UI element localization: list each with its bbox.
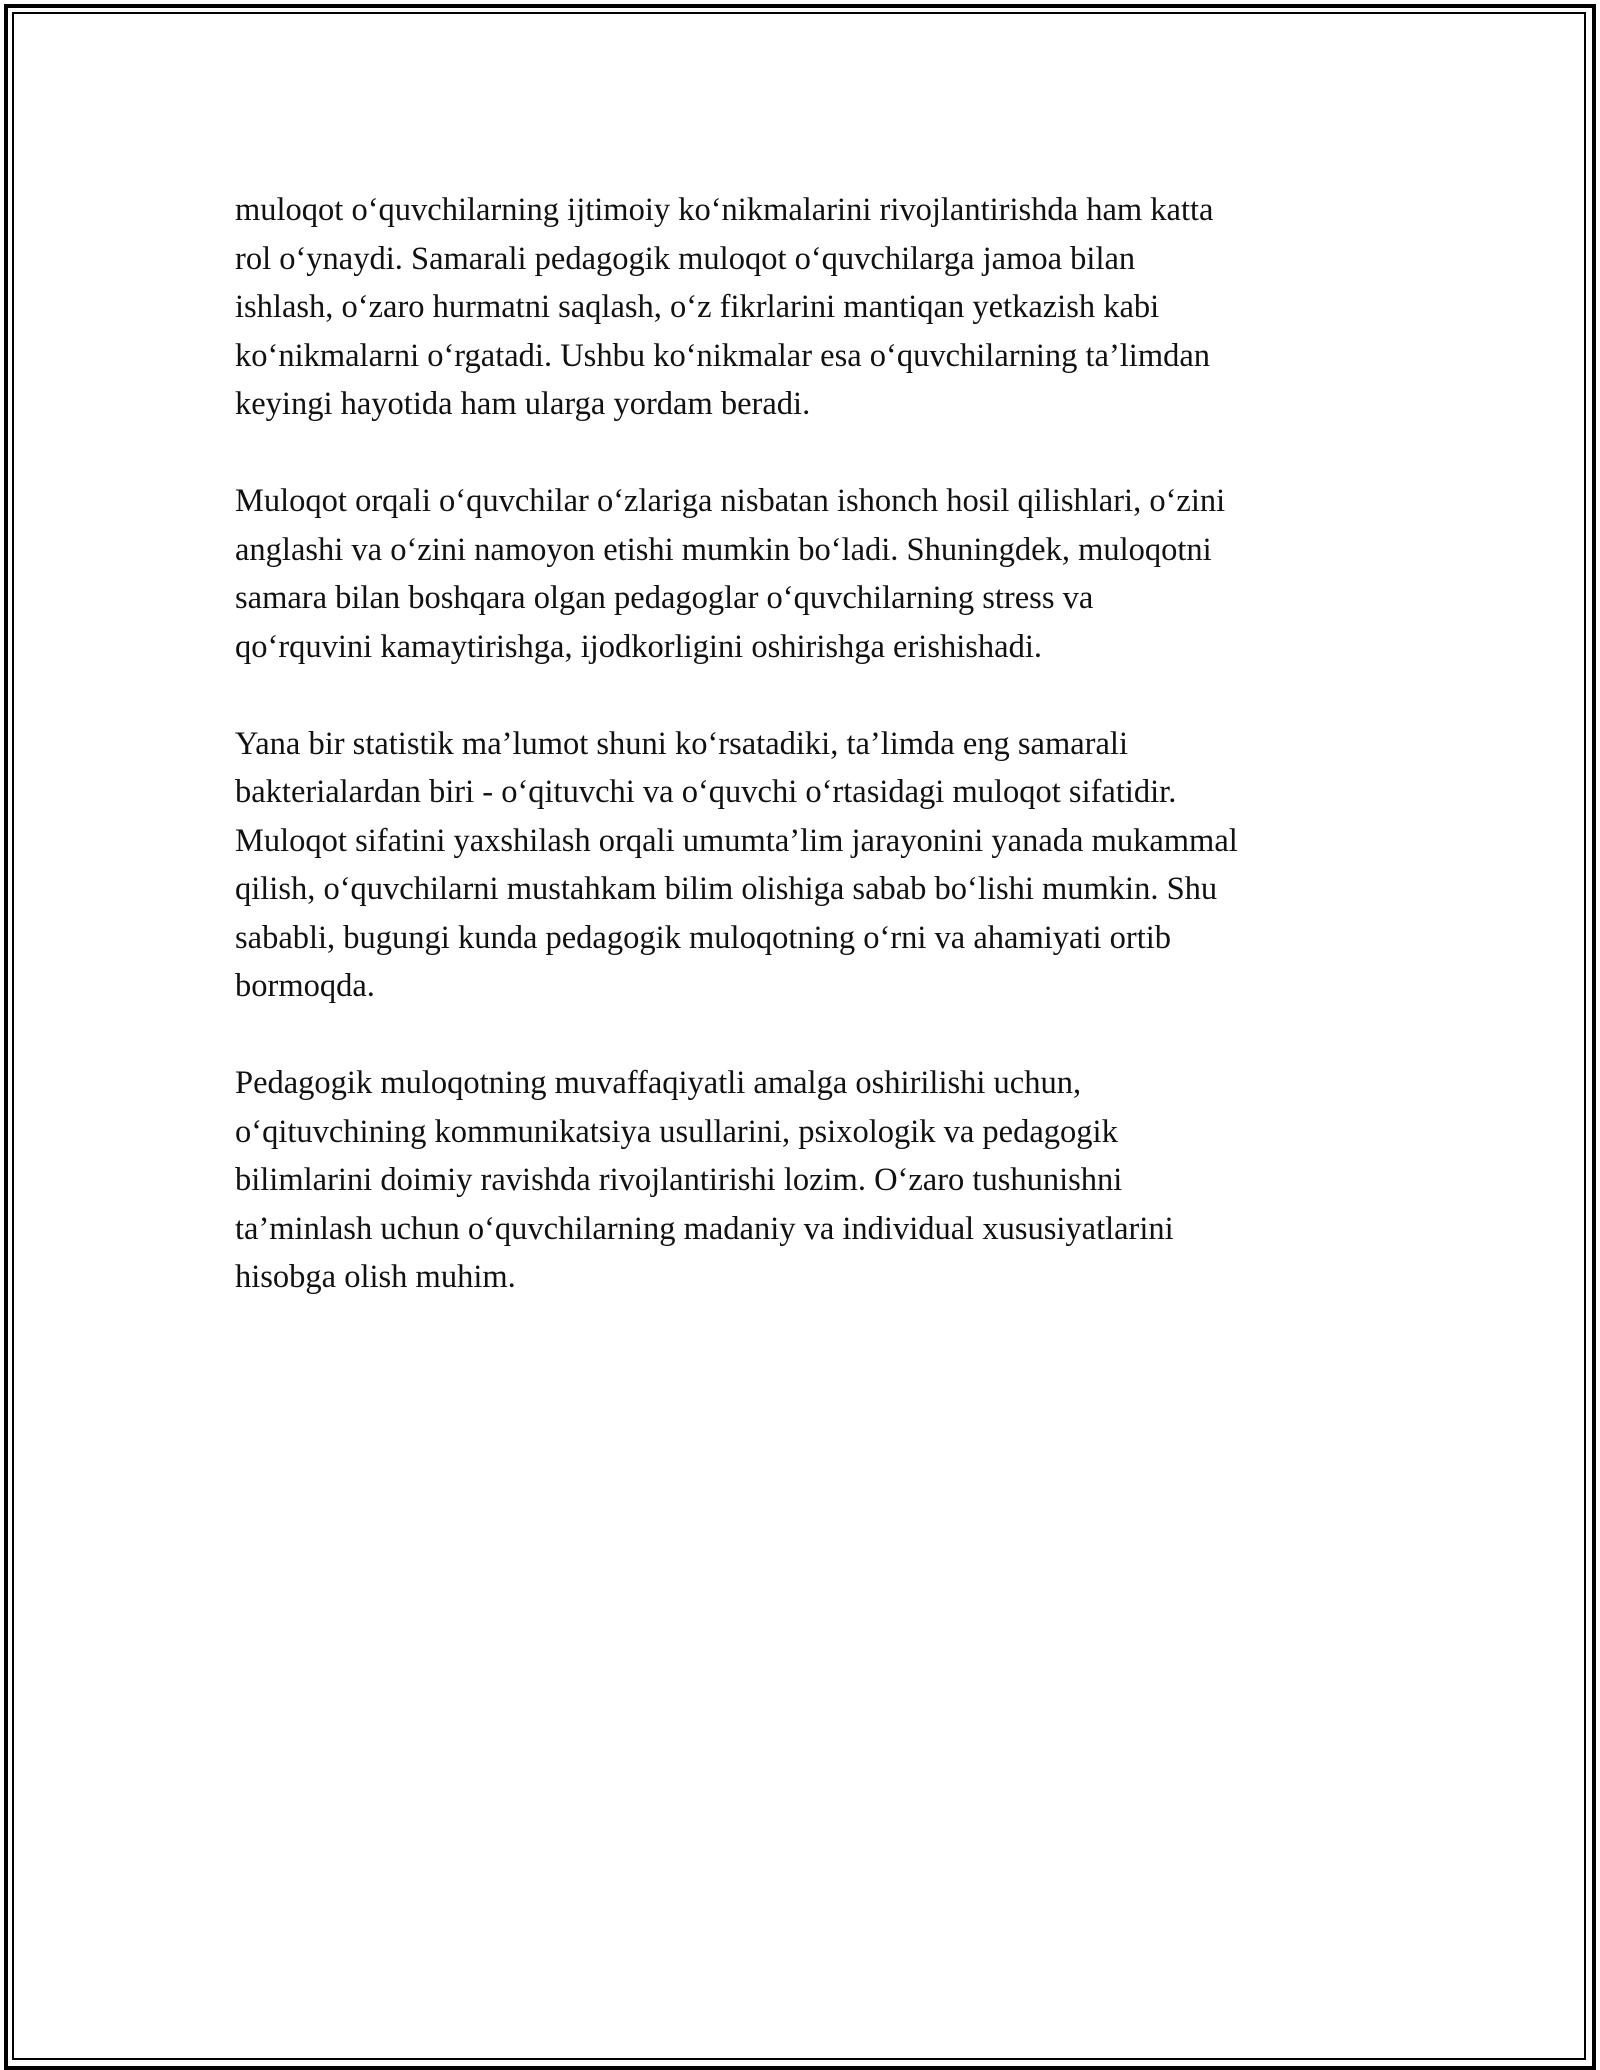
paragraph-1: muloqot o‘quvchilarning ijtimoiy ko‘nikmalarini rivojlantirishda ham katta rol o‘ynaydi. Samarali pedagogik muloqot o‘quvchilarga jamoa bilan ishlash, o‘zaro hurmatni saqlash, o‘z fikrlarini mantiqan yetkazish kabi ko‘nikmalarni o‘rgatadi. Ushbu ko‘nikmalar esa o‘quvchilarning ta’limdan keyingi hayotida ham ularga yordam beradi. [235,192,1214,422]
paragraph-4: Pedagogik muloqotning muvaffaqiyatli amalga oshirilishi uchun, o‘qituvchining kommunikatsiya usullarini, psixologik va pedagogik bilimlarini doimiy ravishda rivojlantirishi lozim. O‘zaro tushunishni ta’minlash uchun o‘quvchilarning madaniy va individual xususiyatlarini hisobga olish muhim. [235,1065,1174,1295]
document-body [235,186,1375,1350]
paragraph-3: Yana bir statistik ma’lumot shuni ko‘rsatadiki, ta’limda eng samarali bakterialardan biri - o‘qituvchi va o‘quvchi o‘rtasidagi muloqot sifatidir. Muloqot sifatini yaxshilash orqali umumta’lim jarayonini yanada mukammal qilish, o‘quvchilarni mustahkam bilim olishiga sabab bo‘lishi mumkin. Shu sababli, bugungi kunda pedagogik muloqotning o‘rni va ahamiyati ortib bormoqda. [235,725,1238,1004]
paragraph-2: Muloqot orqali o‘quvchilar o‘zlariga nisbatan ishonch hosil qilishlari, o‘zini anglashi va o‘zini namoyon etishi mumkin bo‘ladi. Shuningdek, muloqotni samara bilan boshqara olgan pedagoglar o‘quvchilarning stress va qo‘rquvini kamaytirishga, ijodkorligini oshirishga erishishadi. [235,483,1226,665]
